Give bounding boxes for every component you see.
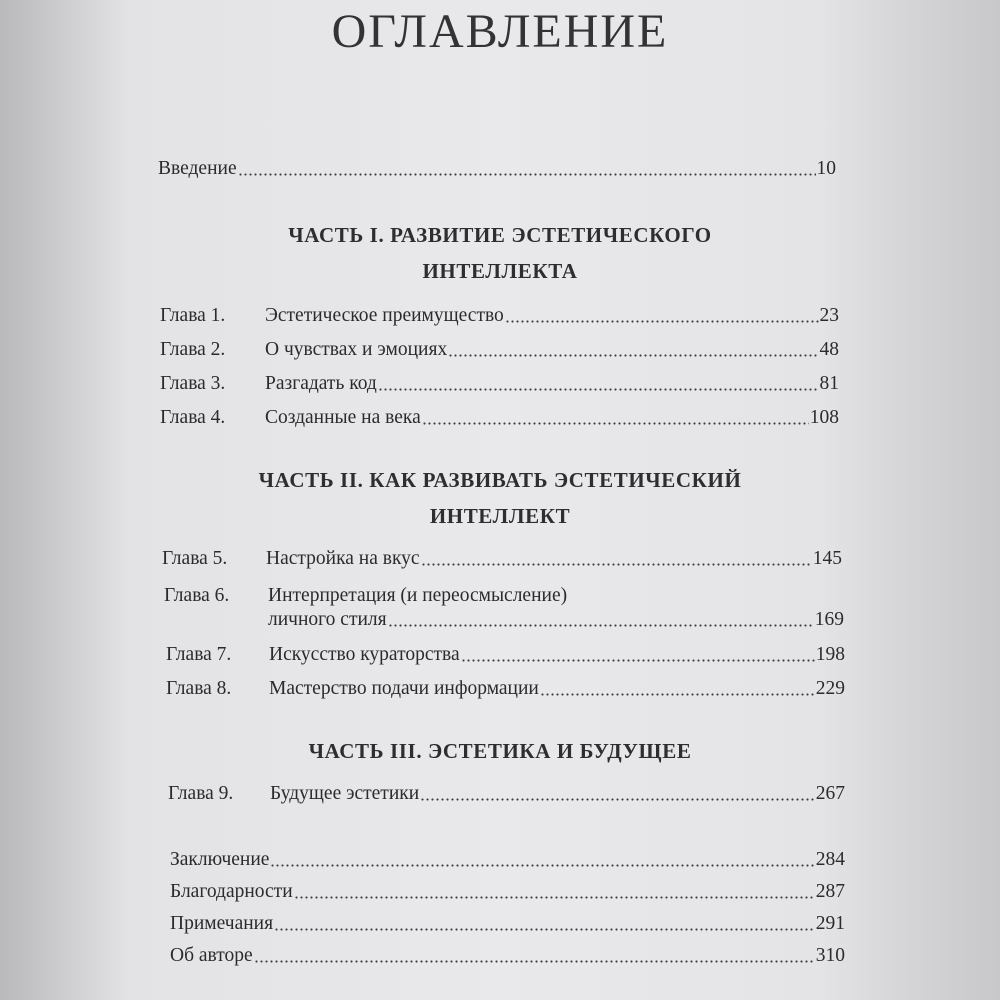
dot-leader	[461, 659, 815, 662]
entry-page-number: 291	[815, 913, 845, 934]
toc-entry-chapter-8	[269, 677, 845, 701]
dot-leader	[254, 960, 815, 963]
toc-entry-notes	[170, 912, 845, 936]
chapter-number: Глава 3.	[160, 373, 226, 394]
dot-leader	[294, 896, 815, 899]
entry-page-number: 267	[815, 783, 845, 804]
dot-leader	[505, 320, 819, 323]
entry-page-number: 81	[819, 373, 839, 394]
entry-label: Об авторе	[170, 945, 253, 966]
entry-label: Мастерство подачи информации	[269, 678, 539, 699]
toc-entry-chapter-9	[270, 782, 845, 806]
entry-label: Благодарности	[170, 881, 293, 902]
entry-label: Искусство кураторства	[269, 644, 460, 665]
entry-label: личного стиля	[268, 609, 387, 630]
dot-leader	[378, 388, 819, 391]
entry-label: Введение	[158, 158, 237, 179]
dot-leader	[270, 864, 814, 867]
entry-label: Заключение	[170, 849, 270, 870]
chapter-number: Глава 9.	[168, 783, 234, 804]
entry-label: Настройка на вкус	[266, 548, 420, 569]
page-title: ОГЛАВЛЕНИЕ	[331, 5, 669, 58]
toc-entry-acknowledgements	[170, 880, 845, 904]
entry-page-number: 108	[809, 407, 839, 428]
toc-entry-chapter-1	[265, 304, 839, 328]
chapter-number: Глава 5.	[162, 548, 228, 569]
toc-entry-chapter-3	[265, 372, 839, 396]
entry-page-number: 229	[815, 678, 845, 699]
dot-leader	[422, 422, 809, 425]
entry-page-number: 284	[815, 849, 845, 870]
entry-label: Примечания	[170, 913, 274, 934]
toc-entry-chapter-2	[265, 338, 839, 362]
part-title-line: ИНТЕЛЛЕКТ	[429, 504, 571, 528]
chapter-title-line: Интерпретация (и переосмысление)	[268, 585, 568, 606]
dot-leader	[540, 693, 815, 696]
part-3-title	[150, 733, 850, 769]
entry-page-number: 48	[819, 339, 839, 360]
entry-page-number: 287	[815, 881, 845, 902]
toc-entry-chapter-4	[265, 406, 839, 430]
entry-label: Будущее эстетики	[270, 783, 420, 804]
dot-leader	[274, 928, 815, 931]
entry-label: О чувствах и эмоциях	[265, 339, 448, 360]
entry-page-number: 145	[812, 548, 842, 569]
part-title-line: ЧАСТЬ I. РАЗВИТИЕ ЭСТЕТИЧЕСКОГО	[288, 223, 712, 247]
chapter-number: Глава 1.	[160, 305, 226, 326]
entry-page-number: 169	[814, 609, 844, 630]
toc-entry-chapter-7	[269, 643, 845, 667]
toc-entry-chapter-6	[268, 608, 844, 632]
chapter-number: Глава 4.	[160, 407, 226, 428]
toc-entry-chapter-5	[266, 547, 842, 571]
part-1-title	[150, 217, 850, 289]
dot-leader	[448, 354, 818, 357]
part-title-line: ЧАСТЬ II. КАК РАЗВИВАТЬ ЭСТЕТИЧЕСКИЙ	[258, 468, 742, 492]
entry-page-number: 310	[815, 945, 845, 966]
toc-entry-intro	[158, 157, 836, 181]
entry-page-number: 198	[815, 644, 845, 665]
chapter-number: Глава 7.	[166, 644, 232, 665]
chapter-number: Глава 8.	[166, 678, 232, 699]
dot-leader	[238, 173, 816, 176]
toc-entry-about-author	[170, 944, 845, 968]
chapter-number: Глава 6.	[164, 585, 230, 606]
entry-label: Эстетическое преимущество	[265, 305, 504, 326]
toc-entry-conclusion	[170, 848, 845, 872]
part-2-title	[150, 462, 850, 534]
dot-leader	[420, 798, 815, 801]
dot-leader	[421, 563, 812, 566]
part-title-line: ИНТЕЛЛЕКТА	[422, 259, 578, 283]
entry-label: Созданные на века	[265, 407, 421, 428]
dot-leader	[388, 624, 814, 627]
entry-page-number: 23	[819, 305, 839, 326]
chapter-number: Глава 2.	[160, 339, 226, 360]
part-title-line: ЧАСТЬ III. ЭСТЕТИКА И БУДУЩЕЕ	[308, 739, 692, 763]
entry-page-number: 10	[816, 158, 836, 179]
entry-label: Разгадать код	[265, 373, 377, 394]
